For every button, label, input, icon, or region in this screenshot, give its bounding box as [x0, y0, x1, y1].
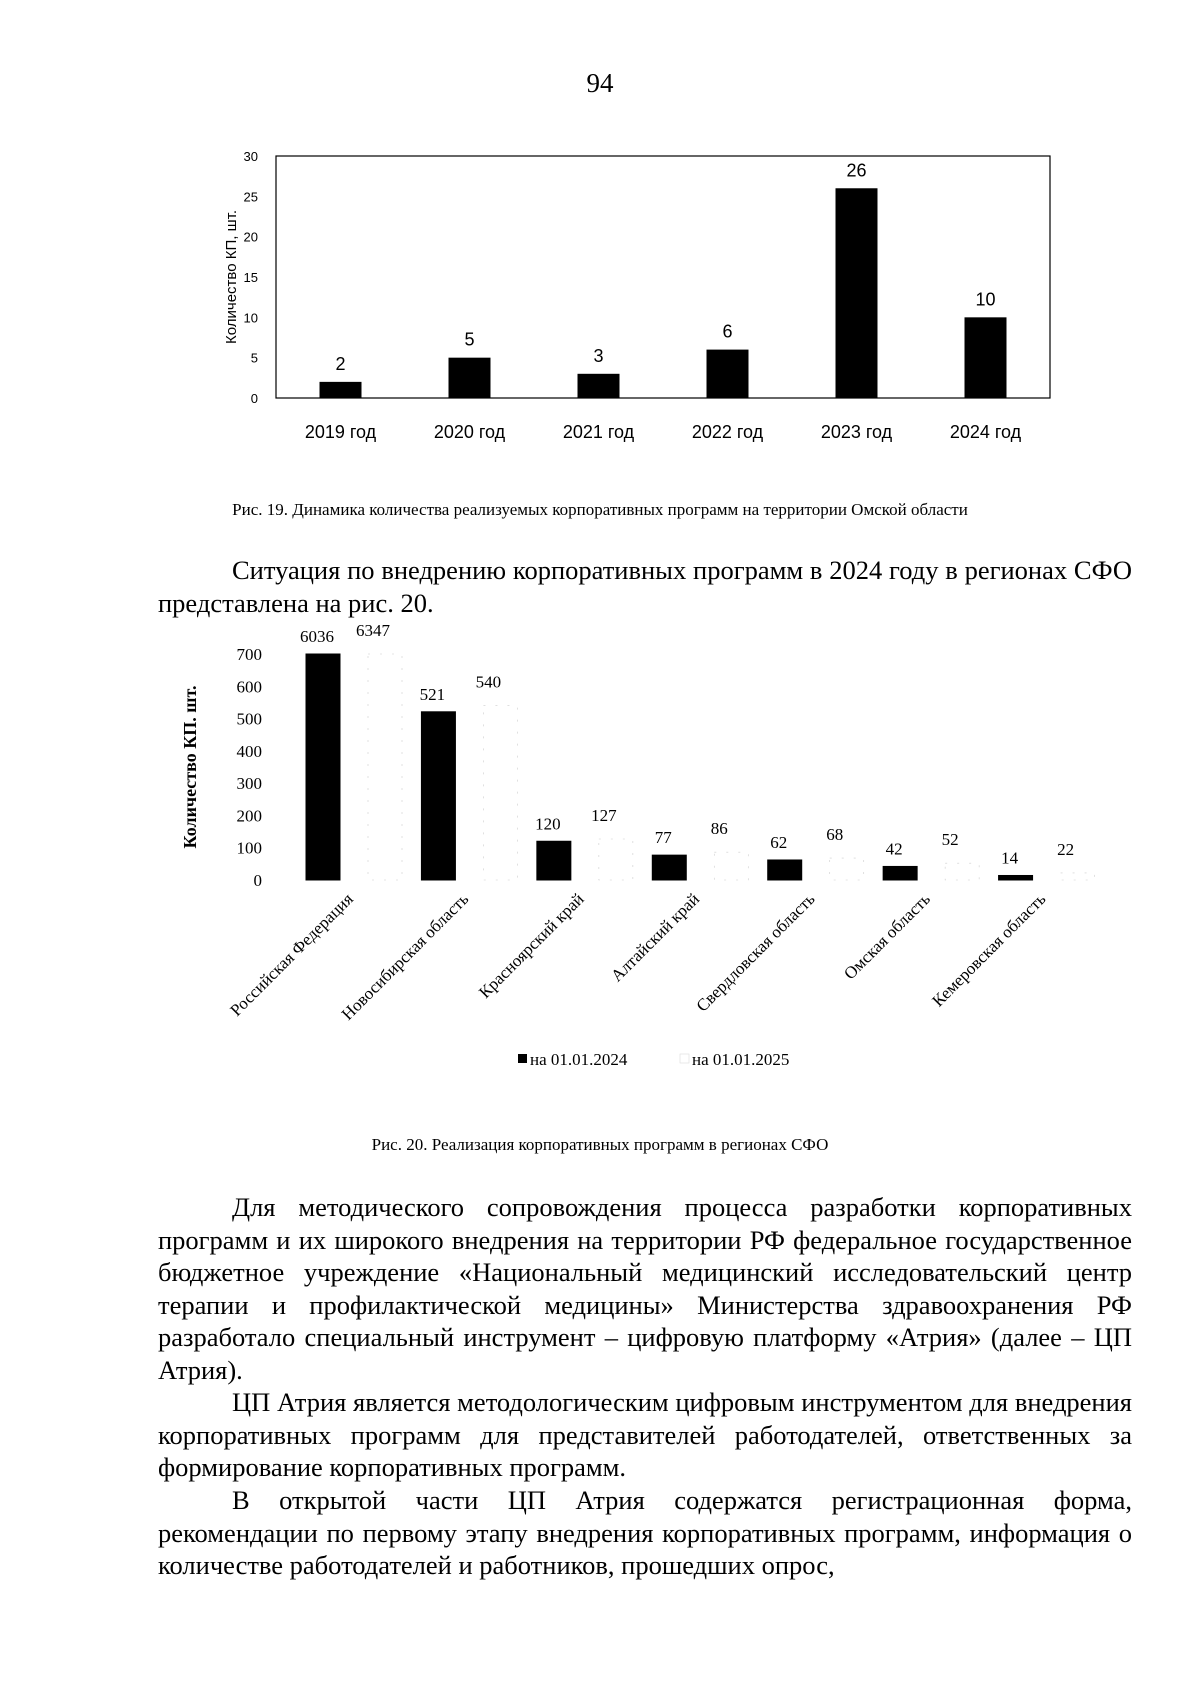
bar-series-2024 [768, 860, 802, 880]
data-label: 6036 [300, 627, 334, 646]
page-number: 94 [586, 68, 614, 98]
bar-series-2024 [652, 855, 686, 880]
x-tick-label: Алтайский край [607, 889, 704, 986]
y-tick-label: 30 [243, 149, 258, 164]
x-tick-label: Кемеровская область [928, 889, 1050, 1011]
bar-series-2025 [945, 863, 979, 880]
bar [578, 374, 620, 398]
bar-series-2024 [537, 841, 571, 880]
data-label: 42 [885, 839, 903, 859]
bar-series-2025 [599, 839, 633, 880]
legend-swatch-2024 [518, 1054, 527, 1063]
data-label: 22 [1057, 839, 1075, 859]
x-tick-label: 2024 год [949, 422, 1022, 442]
y-tick-label: 0 [253, 871, 262, 890]
x-tick-label: 2022 год [691, 422, 764, 442]
bar-series-2025 [1061, 873, 1095, 880]
data-label: 5 [464, 329, 475, 350]
x-tick-label: 2019 год [304, 422, 377, 442]
bar [449, 358, 491, 398]
bar-chart-omsk-dynamics [0, 140, 1200, 460]
y-tick-label: 500 [236, 709, 262, 729]
y-tick-label: 300 [236, 774, 262, 794]
data-label: 26 [846, 160, 867, 181]
x-tick-label: Новосибирская область [337, 889, 473, 1024]
data-label: 6347 [356, 621, 390, 640]
y-tick-label: 200 [236, 806, 262, 826]
y-tick-label: 25 [243, 189, 258, 205]
data-label: 521 [419, 684, 446, 704]
data-label: 3 [593, 345, 604, 366]
data-label: 540 [475, 672, 502, 692]
y-tick-label: 0 [250, 391, 258, 406]
bar-series-2024 [306, 654, 340, 880]
data-label: 127 [591, 805, 617, 825]
y-tick-label: 100 [236, 838, 262, 858]
body-paragraph-2: ЦП Атрия является методологическим цифровым инструментом для внедрения корпоративных программ для представителей работодателей, ответственных за формирование корпоративных программ. [158, 1387, 1132, 1482]
legend-label-2024: на 01.01.2024 [530, 1050, 628, 1069]
bar-series-2025 [483, 706, 517, 880]
data-label: 68 [826, 825, 844, 845]
bar [320, 382, 362, 398]
plot-area-frame [276, 156, 1050, 398]
x-tick-label: Омская область [840, 889, 934, 984]
data-label: 62 [770, 832, 788, 852]
x-tick-label: Российская Федерация [226, 889, 357, 1020]
data-label: 52 [941, 830, 959, 850]
data-label: 2 [335, 353, 346, 374]
bar-series-2025 [368, 654, 402, 880]
legend-swatch-2025 [680, 1054, 689, 1063]
data-label: 120 [535, 814, 561, 834]
x-tick-label: 2020 год [433, 422, 506, 442]
data-label: 10 [975, 289, 996, 310]
bar-series-2024 [999, 875, 1033, 880]
bar-chart-sfo-regions [0, 621, 1200, 1120]
y-tick-label: 20 [243, 229, 258, 245]
y-tick-label: 400 [236, 741, 262, 761]
y-tick-label: 600 [236, 677, 262, 697]
data-label: 77 [654, 828, 672, 848]
legend-label-2025: на 01.01.2025 [692, 1050, 790, 1069]
figure-19-caption: Рис. 19. Динамика количества реализуемых корпоративных программ на территории Омской области [232, 500, 968, 519]
y-axis-label: Количество КП. шт. [180, 685, 200, 849]
figure-20-caption: Рис. 20. Реализация корпоративных программ в регионах СФО [371, 1135, 829, 1154]
x-tick-label: 2023 год [820, 422, 893, 442]
bar-series-2025 [714, 852, 748, 880]
y-tick-label: 5 [250, 350, 258, 366]
x-tick-label: Красноярский край [475, 889, 588, 1002]
data-label: 86 [710, 819, 728, 839]
bar [836, 188, 878, 398]
y-axis-label: Количество КП, шт. [223, 210, 240, 344]
body-paragraph-3: В открытой части ЦП Атрия содержатся регистрационная форма, рекомендации по первому этапу внедрения корпоративных программ, информация о количестве работодателей и работников, прошедших опрос, [158, 1485, 1132, 1580]
y-tick-label: 15 [243, 270, 258, 285]
data-label: 14 [1001, 848, 1019, 868]
bar-series-2025 [830, 858, 864, 880]
bar [707, 350, 749, 398]
bar-series-2024 [883, 866, 917, 880]
y-tick-label: 700 [236, 645, 262, 664]
body-paragraph-1: Для методического сопровождения процесса разработки корпоративных программ и их широкого внедрения на территории РФ федеральное государственное бюджетное учреждение «Национальный медицинский исследовательский центр терапии и профилактической медицины» Министерства здравоохранения РФ разработало специальный инструмент – цифровую платформу «Атрия» (далее – ЦП Атрия). [158, 1192, 1132, 1385]
y-tick-label: 10 [243, 310, 258, 326]
data-label: 6 [722, 321, 733, 342]
bar [965, 317, 1007, 398]
intro-paragraph: Ситуация по внедрению корпоративных программ в 2024 году в регионах СФО представлена на рис. 20. [158, 555, 1132, 618]
bar-series-2024 [421, 712, 455, 880]
x-tick-label: 2021 год [562, 422, 635, 442]
x-tick-label: Свердловская область [692, 889, 819, 1016]
